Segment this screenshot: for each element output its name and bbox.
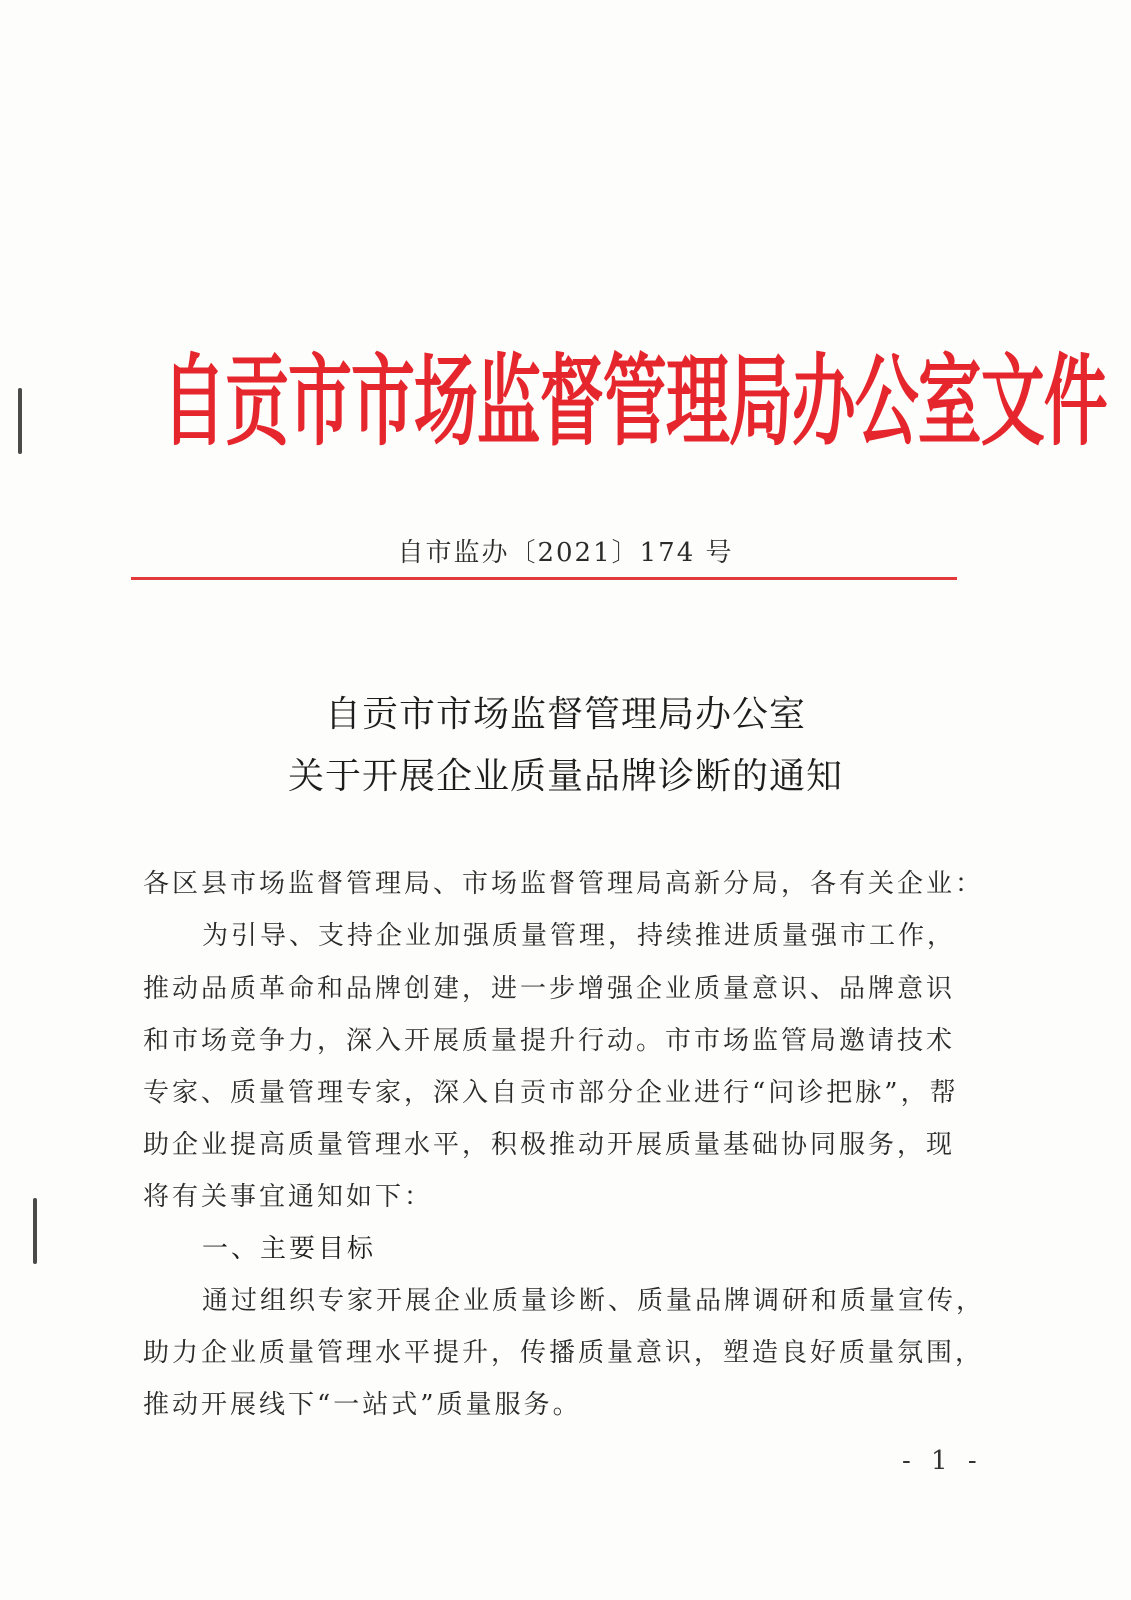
- paragraph-line: 和市场竞争力，深入开展质量提升行动。市市场监管局邀请技术: [143, 1026, 956, 1056]
- paragraph-line: 为引导、支持企业加强质量管理，持续推进质量强市工作，: [202, 921, 957, 951]
- section-heading: 一、主要目标: [202, 1234, 377, 1264]
- addressee-line: 各区县市场监督管理局、市场监督管理局高新分局，各有关企业：: [143, 869, 985, 899]
- paragraph-line: 助力企业质量管理水平提升，传播质量意识，塑造良好质量氛围，: [143, 1338, 985, 1368]
- red-divider: [131, 577, 957, 580]
- paragraph-line: 通过组织专家开展企业质量诊断、质量品牌调研和质量宣传，: [202, 1286, 986, 1316]
- issuer-header: 自贡市市场监督管理局办公室文件: [162, 345, 1107, 461]
- paragraph-line: 推动开展线下“一站式”质量服务。: [143, 1390, 582, 1420]
- page-number: - 1 -: [902, 1446, 983, 1476]
- paragraph-line: 将有关事宜通知如下：: [143, 1182, 434, 1212]
- binding-hole-mark: [33, 1198, 37, 1264]
- document-number: 自市监办〔2021〕174 号: [397, 538, 734, 568]
- paragraph-line: 专家、质量管理专家，深入自贡市部分企业进行“问诊把脉”，帮: [143, 1078, 959, 1108]
- paragraph-line: 助企业提高质量管理水平，积极推动开展质量基础协同服务，现: [143, 1130, 956, 1160]
- notice-title-line-2: 关于开展企业质量品牌诊断的通知: [287, 756, 843, 797]
- notice-title-line-1: 自贡市市场监督管理局办公室: [324, 694, 806, 735]
- binding-hole-mark: [18, 388, 22, 454]
- paragraph-line: 推动品质革命和品牌创建，进一步增强企业质量意识、品牌意识: [143, 974, 956, 1004]
